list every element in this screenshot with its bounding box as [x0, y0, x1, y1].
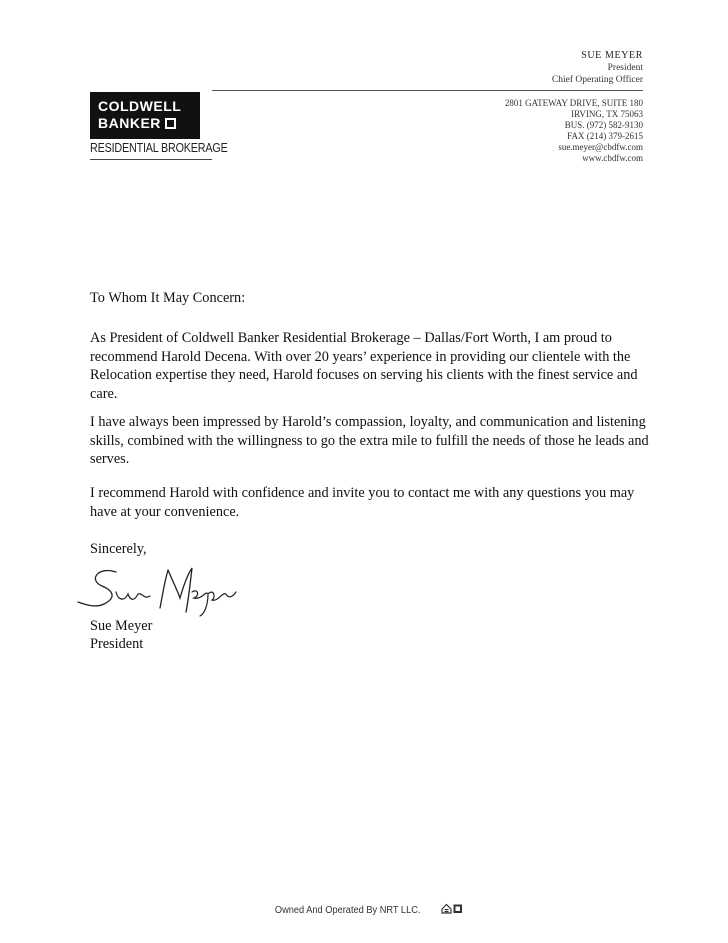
sender-address-block	[505, 98, 643, 164]
closing: Sincerely,	[90, 541, 147, 557]
signer-name: Sue Meyer	[90, 618, 153, 634]
salutation: To Whom It May Concern:	[90, 290, 246, 306]
sender-subtitle: Chief Operating Officer	[551, 75, 643, 85]
logo-mark-icon	[165, 118, 176, 129]
logo-text-line2	[98, 115, 196, 132]
company-logo	[90, 92, 200, 139]
address-street: 2801 GATEWAY DRIVE, SUITE 180	[504, 98, 643, 108]
paragraph-1: As President of Coldwell Banker Residential Brokerage – Dallas/Fort Worth, I am proud to recommend Harold Decena. With over 20 years’ experience in providing our clientele with the Relocation expertise they need, Harold focuses on serving his clients with the finest service and care.	[90, 330, 638, 402]
footer	[0, 903, 728, 916]
email-address: sue.meyer@cbdfw.com	[558, 142, 643, 152]
logo-subtitle: RESIDENTIAL BROKERAGE	[90, 141, 228, 155]
signature-image	[76, 558, 246, 618]
header-divider	[212, 90, 643, 91]
address-city: IRVING, TX 75063	[571, 109, 643, 119]
signer-title: President	[90, 636, 144, 652]
phone-number: BUS. (972) 582-9130	[564, 120, 643, 130]
sender-name: SUE MEYER	[581, 50, 643, 61]
logo-text-line2-label: BANKER	[98, 115, 161, 131]
equal-housing-icon	[441, 903, 463, 914]
website-url: www.cbdfw.com	[582, 153, 643, 163]
sender-title: President	[607, 63, 643, 73]
paragraph-3: I recommend Harold with confidence and invite you to contact me with any questions you may have at your convenience.	[90, 485, 635, 520]
logo-underline	[90, 159, 212, 160]
paragraph-2: I have always been impressed by Harold’s compassion, loyalty, and communication and listening skills, combined with the willingness to go the extra mile to fulfill the needs of those he leads and serves.	[90, 414, 649, 468]
logo-text-line1: COLDWELL	[98, 98, 182, 114]
footer-text: Owned And Operated By NRT LLC.	[274, 904, 421, 916]
fax-number: FAX (214) 379-2615	[567, 131, 643, 141]
